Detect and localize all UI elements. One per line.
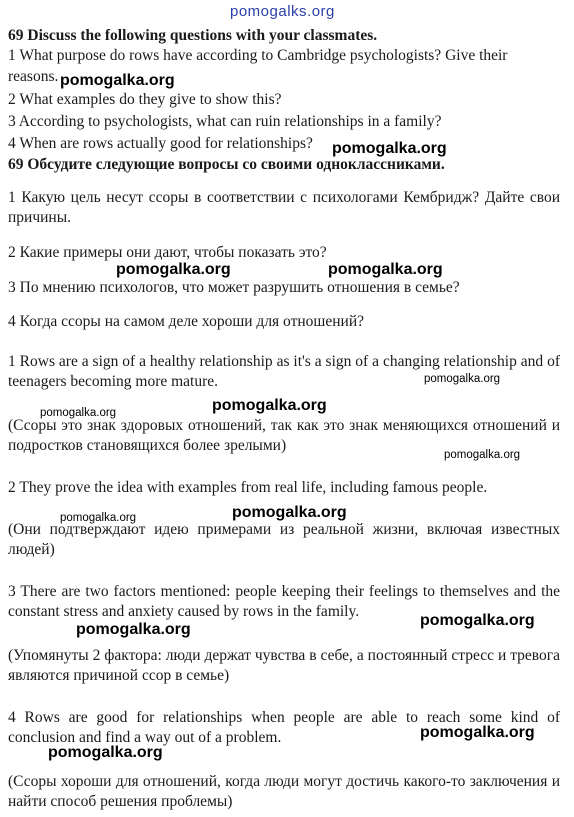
english-question-4: 4 When are rows actually good for relationships? [8,135,313,152]
russian-heading: 69 Обсудите следующие вопросы со своими одноклассниками. [8,156,445,173]
answer-4-english: 4 Rows are good for relationships when people are able to reach some kind of conclusion and find a way out of a problem. [8,709,560,746]
answer-2-russian: (Они подтверждают идею примерами из реальной жизни, включая известных людей) [8,521,560,558]
answer-2-english: 2 They prove the idea with examples from real life, including famous people. [8,479,488,496]
answer-1-russian: (Ссоры это знак здоровых отношений, так как это знак меняющихся отношений и подростков становящихся более зрелыми) [8,417,560,454]
watermark: pomogalka.org [76,621,191,638]
watermark: pomogalka.org [420,724,535,741]
site-mark: pomogalks.org [230,3,335,20]
english-question-1-line-2: reasons. [8,68,59,85]
answer-3-russian: (Упомянуты 2 фактора: люди держат чувства в себе, а постоянный стресс и тревога являются причиной ссор в семье) [8,647,560,684]
watermark: pomogalka.org [212,397,327,414]
watermark: pomogalka.org [232,504,347,521]
answer-3-english: 3 There are two factors mentioned: people keeping their feelings to themselves and the constant stress and anxiety caused by rows in the family. [8,583,560,620]
watermark: pomogalka.org [116,261,231,278]
english-heading: 69 Discuss the following questions with your classmates. [8,27,378,44]
watermark: pomogalka.org [40,407,117,419]
answer-1-english: 1 Rows are a sign of a healthy relationship as it's a sign of a changing relationship and of teenagers becoming more mature. [8,353,560,390]
english-question-3: 3 According to psychologists, what can ruin relationships in a family? [8,113,442,130]
russian-question-1: 1 Какую цель несут ссоры в соответствии с психологами Кембридж? Дайте свои причины. [8,189,560,226]
watermark: pomogalka.org [60,512,137,524]
answer-4-russian: (Ссоры хороши для отношений, когда люди могут достичь какого-то заключения и найти способ решения проблемы) [8,773,560,810]
watermark: pomogalka.org [60,72,175,89]
english-question-1-line-1: 1 What purpose do rows have according to Cambridge psychologists? Give their [8,47,508,64]
russian-question-4: 4 Когда ссоры на самом деле хороши для отношений? [8,313,365,330]
russian-question-2: 2 Какие примеры они дают, чтобы показать это? [8,244,327,261]
watermark: pomogalka.org [424,373,501,385]
watermark: pomogalka.org [48,744,163,761]
watermark: pomogalka.org [420,612,535,629]
english-question-2: 2 What examples do they give to show this? [8,91,282,108]
watermark: pomogalka.org [332,140,447,157]
watermark: pomogalka.org [328,261,443,278]
watermark: pomogalka.org [444,449,521,461]
russian-question-3: 3 По мнению психологов, что может разрушить отношения в семье? [8,279,460,296]
